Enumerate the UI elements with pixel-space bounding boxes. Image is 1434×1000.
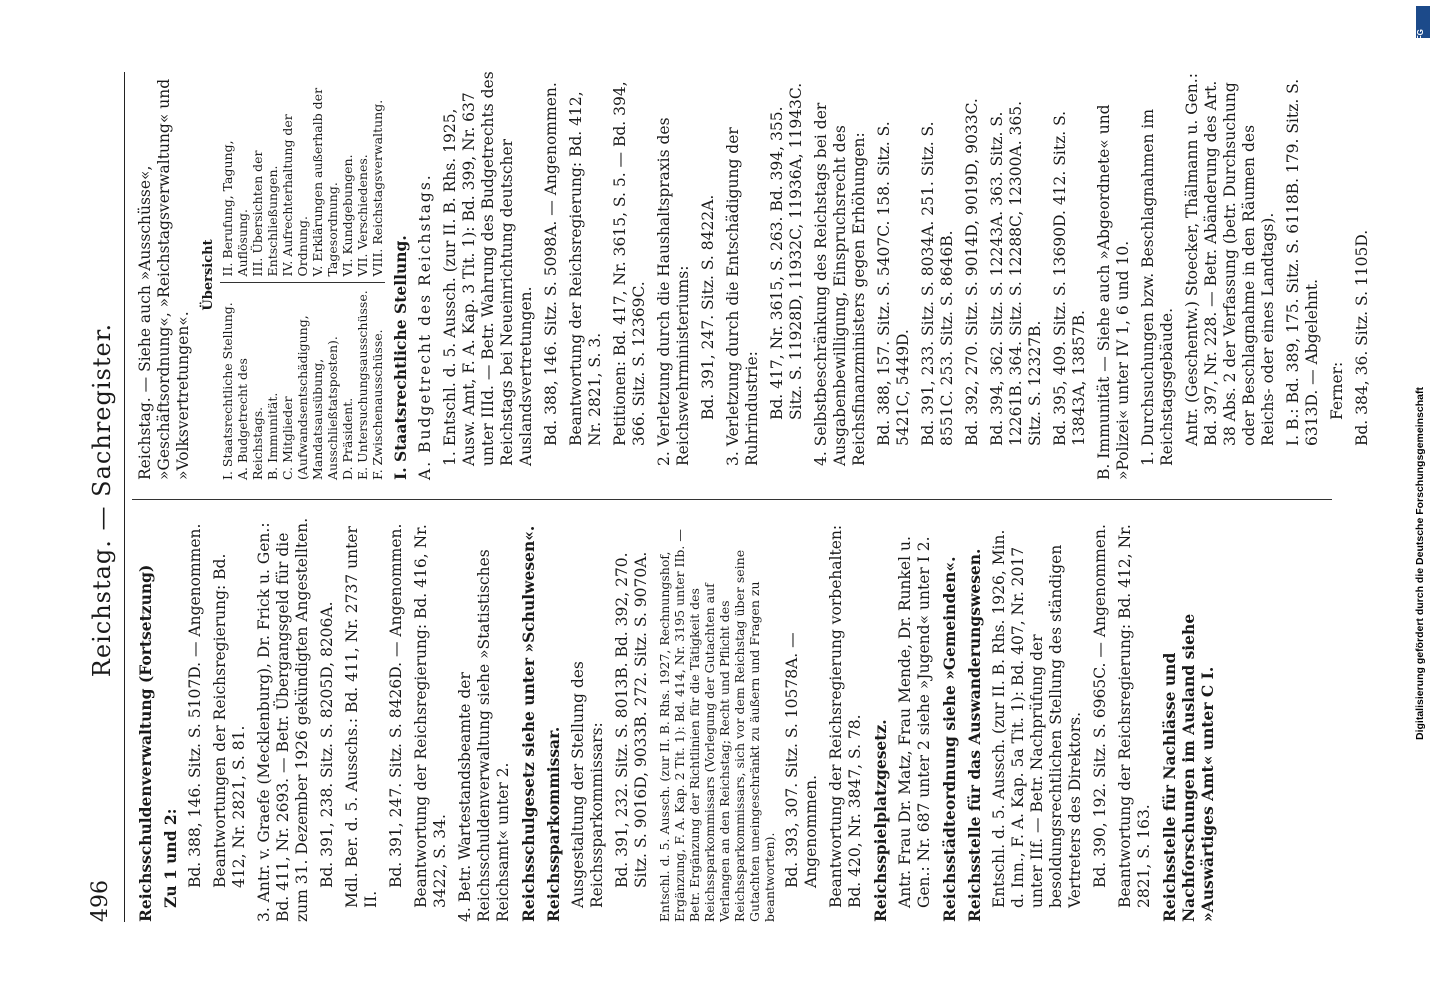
left-column [136,517,1223,922]
index-entry: Bd. 391, 247. Sitz. S. 8422A. [699,194,717,420]
index-entry: Reichsschuldenverwaltung (Fortsetzung) [136,564,155,922]
header-rule [124,72,125,922]
index-entry: Bd. 391, 232. Sitz. S. 8013B. Bd. 392, 270. Sitz. S. 9016D, 9033B. 272. Sitz. S. 9070A. [613,551,650,888]
index-entry: Bd. 391, 247. Sitz. S. 8426D. — Angenommen. [387,523,405,888]
index-entry: Bd. 388, 146. Sitz. S. 5107D. — Angenommen. [186,523,204,888]
right-entries [391,70,1372,480]
index-entry: Bd. 391, 233. Sitz. S. 8034A. 251. Sitz. S. 8551C. 253. Sitz. S. 8646B. [919,121,956,446]
index-entry: Antr. (Geschentw.) Stoecker, Thälmann u. Gen.: Bd. 397, Nr. 228. — Betr. Abänderung des Art. 38 Abs. 2 der Verfassung (betr. Durchsuchung oder Beschlagnahme in den Räumen des Reichs- oder eines Landtags). [1183,73,1277,446]
index-entry: 1. Durchsuchungen bzw. Beschlagnahmen im Reichstagsgebäude. [1139,108,1176,466]
index-entry: Beantwortung der Reichsregierung: Bd. 412, Nr. 2821, S. 163. [1116,524,1153,908]
index-entry: 2. Verletzung durch die Haushaltspraxis des Reichswehrministeriums: [655,117,692,466]
index-entry: Bd. 417, Nr. 3615, S. 263. Bd. 394, 355. Sitz. S. 11928D, 11932C, 11936A, 11943C. [768,82,805,420]
index-entry: Bd. 395, 409. Sitz. S. 13690D. 412. Sitz. S. 13843A, 13857B. [1051,110,1088,446]
page-title: Reichstag. — Sachregister. [88,322,116,678]
index-entry: Reichsschulgesetz siehe unter »Schulwesen«. [519,525,538,922]
overview-title: Übersicht [201,239,216,311]
index-entry: Zu 1 und 2: [161,808,180,908]
index-entry: B. Immunität — Siehe auch »Abgeordnete« und »Polizei« unter IV 1, 6 und 10. [1095,104,1132,480]
index-entry: Bd. 388, 146. Sitz. S. 5098A. — Angenommen. [542,82,560,446]
overview-item: III. Übersichten der Entschließungen. [250,150,280,277]
index-entry: Bd. 394, 362. Sitz. S. 12243A. 363. Sitz. S. 12261B. 364. Sitz. S. 12288C, 12300A. 365. Sitz. S. 12327B. [988,100,1044,446]
index-entry: Reichssparkommissar. [544,726,563,922]
index-entry: 3. Antr. v. Graefe (Mecklenburg), Dr. Frick u. Gen.: Bd. 411, Nr. 2693. — Betr. Übergangsgeld für die zum 31. Dezember 1926 gekündigten Angestellten. [255,517,311,922]
page-header [88,0,128,1000]
index-entry: Beantwortung der Reichsregierung vorbehalten: Bd. 420, Nr. 3847, S. 78. [827,524,864,908]
index-entry: Reichsspielplatzgesetz. [871,719,890,922]
index-entry: Antr. Frau Dr. Matz, Frau Mende, Dr. Runkel u. Gen.: Nr. 687 unter 2 siehe »Jugend« unter I 2. [896,536,933,908]
index-entry: Reichsstelle für Nachlässe und Nachforschungen im Ausland siehe »Auswärtiges Amt« unter C I. [1160,613,1217,922]
overview-item: VII. Verschiedenes. [355,154,370,277]
index-entry: Bd. 384, 36. Sitz. S. 1105D. [1353,229,1371,446]
overview-item: VIII. Reichstagsverwaltung. [370,99,385,277]
overview-item: C. Mitglieder (Aufwandsentschädigung, Mandatsausübung, Ausschließtatsposten). [280,315,340,480]
index-entry: I. B.: Bd. 389, 175. Sitz. S. 6118B. 179. Sitz. S. 6313D. — Abgelehnt. [1284,78,1321,446]
index-entry: 1. Entschl. d. 5. Aussch. (zur II. B. Rhs. 1925, Ausw. Amt, F. A. Kap. 3 Tit. 1): Bd. 399, Nr. 637 unter IIId. — Betr. Wahrung des Budgetrechts des Reichstags bei Neueinrichtung deutscher Auslandsvertretungen. [441,71,535,466]
index-entry: Reichsstädteordnung siehe »Gemeinden«. [940,556,959,922]
index-entry: Entschl. d. 5. Aussch. (zur II. B. Rhs. 1926, Min. d. Inn., F. A. Kap. 5a Tit. 1): Bd. 407, Nr. 2017 unter IIf. — Betr. Nachprüfung der besoldungsrechtlichen Stellung des ständigen Vertreters des Direktors. [990,529,1084,908]
overview-col1 [220,282,385,480]
index-entry: Beantwortung der Reichsregierung: Bd. 412, Nr. 2821, S. 3. [567,91,604,446]
index-entry: Entschl. d. 5. Aussch. (zur II. B. Rhs. 1927, Rechnungshof, Ergänzung, F. A. Kap. 2 Tit. 1): Bd. 414, Nr. 3195 unter IIb. — Betr. Ergänzung der Richtlinien für die Tätigkeit des Reichssparkommissars (Vorlegung der Gutachten auf Verlangen an den Reichstag; Recht und Pflicht des Reichssparkommissars, sich vor dem Reichstag über seine Gutachten uneingeschränkt zu äußern und Fragen zu beantworten). [657,529,777,922]
overview-item: B. Immunität. [265,392,280,480]
funding-note [1412,40,1432,1000]
overview-item: II. Berufung, Tagung, Auflösung. [220,140,250,277]
index-entry: Bd. 393, 307. Sitz. S. 10578A. — Angenommen. [783,632,820,888]
overview-item: V. Erklärungen außerhalb der Tagesordnung. [310,87,340,277]
index-entry: 4. Selbstbeschränkung des Reichstags bei der Ausgabenbewilligung, Einspruchsrecht des Reichsfinanzministers gegen Erhöhungen: [812,102,868,466]
index-entry: Beantwortung der Reichsregierung: Bd. 416, Nr. 3422, S. 34. [412,524,449,908]
overview-item: IV. Aufrechterhaltung der Ordnung. [280,114,310,277]
funding-note-text: Digitalisierung gefördert durch die Deutsche Forschungsgemeinschaft [1414,387,1426,740]
index-entry: Ausgestaltung der Stellung des Reichssparkommissars: [569,661,606,908]
index-entry: Bd. 390, 192. Sitz. S. 6965C. — Angenommen. [1091,524,1109,888]
overview-item: E. Untersuchungsausschüsse. [355,290,370,480]
index-entry: Beantwortungen der Reichsregierung: Bd. 412, Nr. 2821, S. 81. [211,553,248,888]
overview-item: VI. Kundgebungen. [340,154,355,277]
index-entry: Mdl. Ber. d. 5. Ausschs.: Bd. 411, Nr. 2737 unter II. [343,526,380,908]
column-divider [132,499,1332,500]
overview-col2 [220,70,385,282]
overview-item: D. Präsident. [340,397,355,480]
index-entry: Reichsstelle für das Auswanderungswesen. [965,548,984,922]
index-entry: 4. Betr. Wartestandsbeamte der Reichsschuldenverwaltung siehe »Statistisches Reichsamt« unter 2. [456,549,512,922]
overview-item: I. Staatsrechtliche Stellung. [220,302,235,480]
overview-table [220,70,385,480]
dfg-logo: DFG [1416,6,1430,38]
index-entry: 3. Verletzung durch die Entschädigung der Ruhrindustrie: [724,127,761,466]
index-entry: Petitionen: Bd. 417, Nr. 3615, S. 5. — Bd. 394, 366. Sitz. S. 12369C. [611,81,648,446]
index-entry: Ferner: [1328,361,1346,420]
index-entry: I. Staatsrechtliche Stellung. [391,235,410,480]
index-entry: Bd. 388, 157. Sitz. S. 5407C. 158. Sitz. S. 5421C, 5449D. [875,121,912,446]
right-column [136,70,1378,480]
index-entry: Bd. 391, 238. Sitz. S. 8205D, 8206A. [318,601,336,888]
page-number: 496 [88,880,113,922]
reichstag-intro: Reichstag. — Siehe auch »Ausschüsse«, »Geschäftsordnung«, »Reichstagsverwaltung« und »Volksvertretungen«. [136,78,192,480]
index-entry: A. Budgetrecht des Reichstags. [416,173,434,480]
index-entry: Bd. 392, 270. Sitz. S. 9014D, 9019D, 9033C. [963,98,981,446]
overview-item: F. Zwischenausschüsse. [370,329,385,480]
overview-item: A. Budgetrecht des Reichstags. [235,358,265,480]
